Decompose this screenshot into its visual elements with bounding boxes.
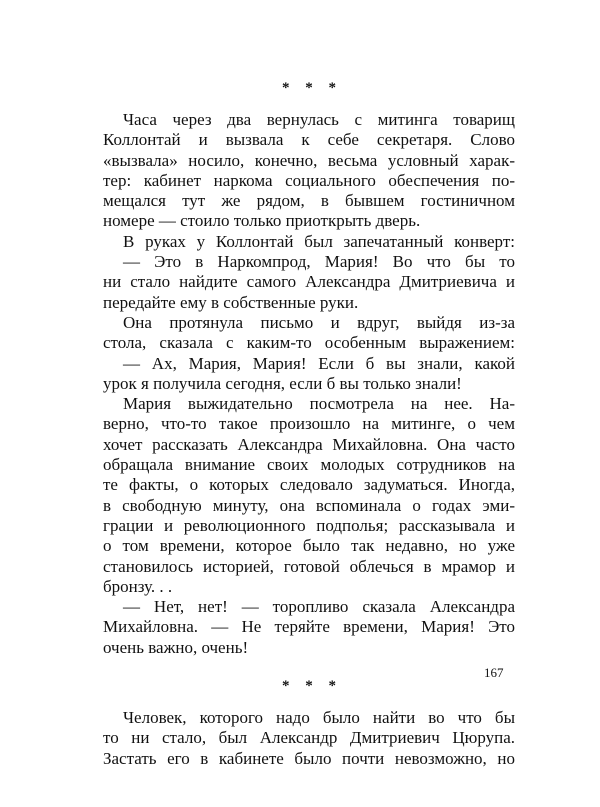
text-line: урок я получила сегодня, если б вы только знали!: [103, 373, 462, 393]
section-1: [103, 110, 515, 658]
text-line: — Ах, Мария, Мария! Если б вы знали, какой: [123, 353, 515, 373]
text-line: обращала внимание своих молодых сотрудников на: [103, 455, 515, 475]
text-line: Часа через два вернулась с митинга товарищ: [123, 110, 515, 129]
text-line: — Это в Наркомпрод, Мария! Во что бы то: [123, 252, 515, 272]
paragraph: [103, 313, 515, 354]
text-line: тер: кабинет наркома социального обеспечения по-: [103, 170, 515, 190]
text-line: Коллонтай и вызвала к себе секретаря. Слово: [103, 130, 515, 150]
text-line: бронзу. . .: [103, 576, 173, 596]
text-line: Мария выжидательно посмотрела на нее. На-: [123, 394, 515, 414]
text-line: передайте ему в собственные руки.: [103, 292, 359, 312]
text-line: грации и революционного подполья; рассказывала и: [103, 515, 515, 535]
text-line: очень важно, очень!: [103, 637, 249, 657]
text-line: — Нет, нет! — торопливо сказала Александра: [123, 597, 515, 617]
text-line: Застать его в кабинете было почти невозможно, но: [103, 748, 515, 768]
text-line: В руках у Коллонтай был запечатанный конверт:: [123, 231, 515, 251]
text-line: мещался тут же рядом, в бывшем гостиничном: [103, 191, 515, 211]
paragraph: [103, 708, 515, 769]
paragraph: [103, 394, 515, 597]
text-line: ни стало найдите самого Александра Дмитриевича и: [103, 272, 515, 292]
paragraph: [103, 354, 515, 395]
text-line: «вызвала» носило, конечно, весьма условный харак-: [103, 150, 515, 170]
text-line: Михайловна. — Не теряйте времени, Мария! Это: [103, 617, 515, 637]
text-line: становилось историей, готовой облечься в мрамор и: [103, 556, 515, 576]
text-line: хочет рассказать Александра Михайловна. Она часто: [103, 434, 515, 454]
book-page: [103, 76, 515, 769]
text-line: то ни стало, был Александр Дмитриевич Цюрупа.: [103, 728, 515, 748]
section-2: [103, 708, 515, 769]
page-number: 167: [484, 665, 504, 680]
section-separator: * * *: [282, 678, 342, 695]
text-line: о том времени, которое было так недавно, но уже: [103, 536, 515, 556]
paragraph: [103, 232, 515, 313]
text-line: те факты, о которых следовало задуматься. Иногда,: [103, 475, 515, 495]
text-line: номере — стоило только приоткрыть дверь.: [103, 211, 421, 231]
paragraph: [103, 597, 515, 658]
text-line: Человек, которого надо было найти во что бы: [123, 708, 515, 728]
text-line: верно, что-то такое произошло на митинге, о чем: [103, 414, 515, 434]
section-separator: * * *: [282, 80, 342, 96]
text-line: в свободную минуту, она вспоминала о годах эми-: [103, 495, 515, 515]
text-line: стола, сказала с каким-то особенным выражением:: [103, 333, 515, 353]
paragraph: [103, 110, 515, 232]
text-line: Она протянула письмо и вдруг, выйдя из-за: [123, 312, 515, 332]
